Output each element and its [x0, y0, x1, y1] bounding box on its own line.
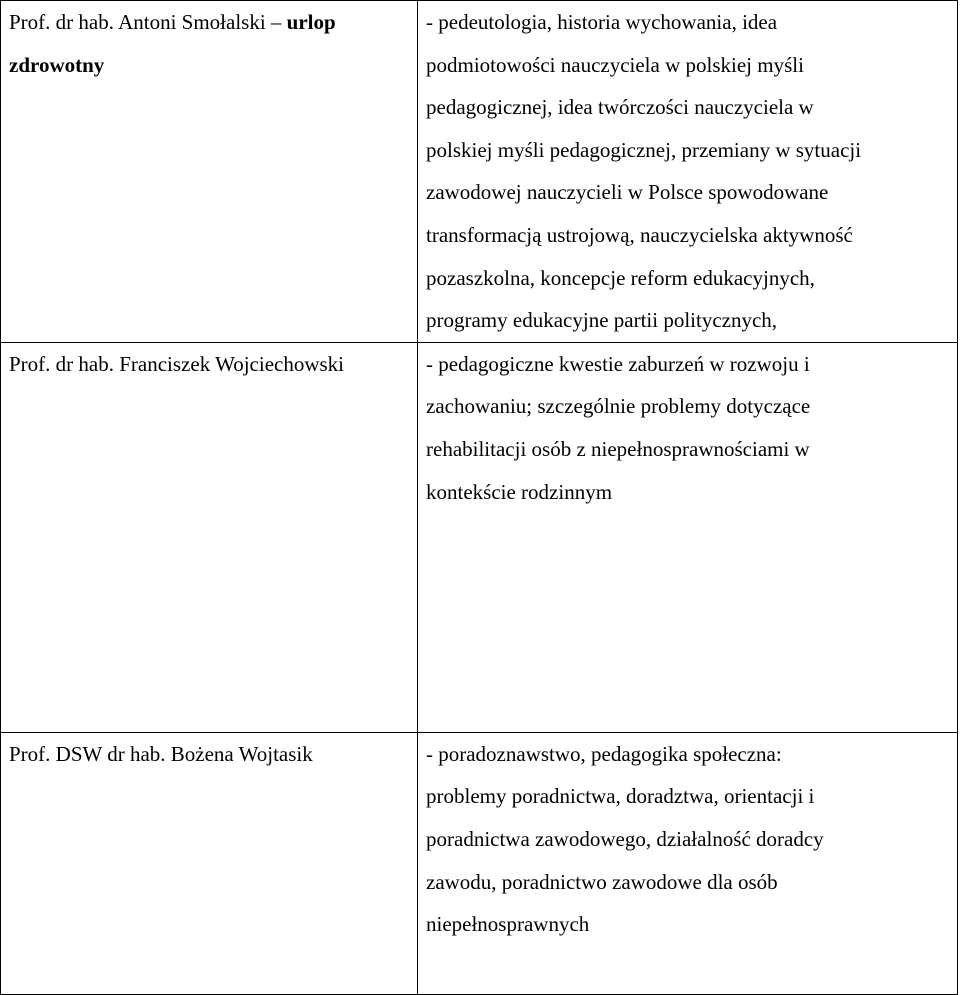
topic-line: niepełnosprawnych	[426, 912, 590, 937]
topic-line: problemy poradnictwa, doradztwa, orientacji i	[426, 784, 815, 809]
topic-line: podmiotowości nauczyciela w polskiej myśli	[426, 52, 804, 77]
topic-line: rehabilitacji osób z niepełnosprawnościami w	[426, 436, 810, 461]
topic-line: programy edukacyjne partii politycznych,	[426, 308, 778, 333]
table-row	[1, 732, 958, 994]
topic-line: poradnictwa zawodowego, działalność doradcy	[426, 826, 824, 851]
staff-name-cell	[1, 1, 418, 343]
staff-name: Prof. DSW dr hab. Bożena Wojtasik	[9, 741, 313, 766]
topic-line: polskiej myśli pedagogicznej, przemiany w sytuacji	[426, 137, 862, 162]
topic-line: transformacją ustrojową, nauczycielska aktywność	[426, 222, 853, 247]
topic-line: - pedeutologia, historia wychowania, idea	[426, 10, 778, 34]
topic-line: zawodu, poradnictwo zawodowe dla osób	[426, 869, 778, 894]
topic-line: - pedagogiczne kwestie zaburzeń w rozwoju i	[426, 351, 810, 376]
topic-line: zachowaniu; szczególnie problemy dotyczące	[426, 394, 811, 419]
leave-note-continued: zdrowotny	[9, 52, 105, 77]
topic-line: kontekście rodzinnym	[426, 479, 613, 504]
table-row	[1, 342, 958, 732]
staff-name-text: Prof. dr hab. Antoni Smołalski –	[9, 10, 287, 34]
staff-name-cell	[1, 342, 418, 732]
research-topics-cell	[418, 732, 958, 994]
topic-line: - poradoznawstwo, pedagogika społeczna:	[426, 741, 782, 766]
topic-line: pozaszkolna, koncepcje reform edukacyjnych,	[426, 265, 815, 290]
staff-name	[9, 1, 417, 44]
leave-note: urlop	[286, 10, 336, 34]
table-row	[1, 1, 958, 343]
staff-name: Prof. dr hab. Franciszek Wojciechowski	[9, 351, 345, 376]
topic-line: zawodowej nauczycieli w Polsce spowodowane	[426, 180, 829, 205]
research-topics-cell	[418, 342, 958, 732]
topic-line: pedagogicznej, idea twórczości nauczyciela w	[426, 95, 814, 120]
staff-name-cell	[1, 732, 418, 994]
research-topics-cell	[418, 1, 958, 343]
